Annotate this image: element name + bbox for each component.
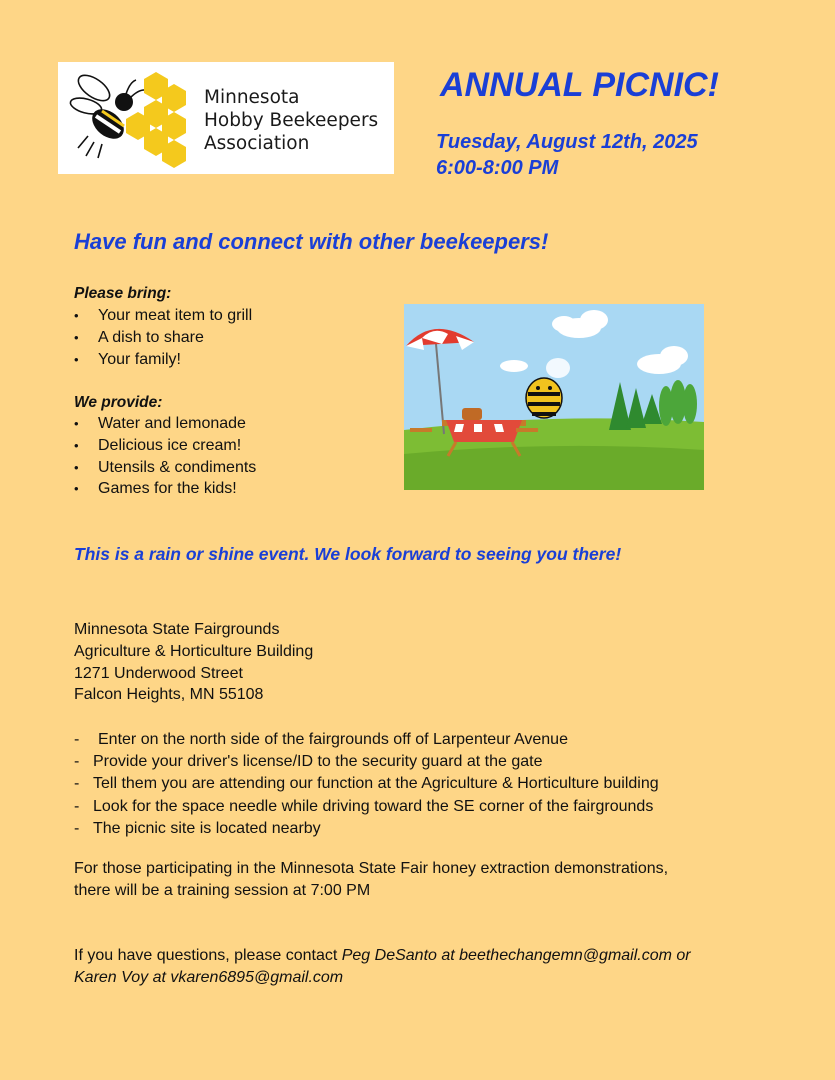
directions-list [74,729,659,840]
list-item: • Your family! [74,349,252,371]
event-address [74,619,313,706]
training-note [74,858,774,902]
bring-heading: Please bring: [74,285,172,302]
event-title: ANNUAL PICNIC! [440,66,719,104]
logo-line-3: Association [204,133,310,154]
event-datetime [436,129,698,181]
list-item: • Your meat item to grill [74,305,252,327]
picnic-illustration [404,304,704,490]
contact-intro: If you have questions, please contact [74,947,342,964]
list-item: • Utensils & condiments [74,457,256,479]
logo [58,62,394,174]
provide-heading: We provide: [74,394,163,411]
direction-item: - Look for the space needle while driving toward the SE corner of the fairgrounds [74,796,659,818]
direction-item: - Provide your driver's license/ID to the security guard at the gate [74,751,659,773]
logo-text [204,86,378,155]
address-line-3: 1271 Underwood Street [74,664,243,682]
training-line-1: For those participating in the Minnesota State Fair honey extraction demonstrations, [74,860,669,877]
tagline: Have fun and connect with other beekeepers! [74,229,549,254]
logo-line-2: Hobby Beekeepers [204,110,379,131]
provide-list [74,413,256,500]
logo-line-1: Minnesota [204,87,300,108]
bring-list [74,305,252,370]
address-line-2: Agriculture & Horticulture Building [74,642,314,660]
rain-or-shine-note: This is a rain or shine event. We look forward to seeing you there! [74,544,622,564]
bee-honeycomb-icon [64,66,194,170]
direction-item: - Tell them you are attending our function at the Agriculture & Horticulture building [74,773,659,795]
address-line-4: Falcon Heights, MN 55108 [74,686,264,704]
direction-item: - The picnic site is located nearby [74,818,659,840]
contact-peg: Peg DeSanto at beethechangemn@gmail.com or [341,947,691,964]
list-item: • Delicious ice cream! [74,435,256,457]
list-item: • A dish to share [74,327,252,349]
training-line-2: there will be a training session at 7:00 PM [74,882,371,900]
list-item: • Games for the kids! [74,478,256,500]
contact-info [74,945,794,989]
event-time: 6:00-8:00 PM [436,157,559,179]
direction-item: - Enter on the north side of the fairgrounds off of Larpenteur Avenue [74,729,659,751]
contact-karen: Karen Voy at vkaren6895@gmail.com [74,969,344,987]
list-item: • Water and lemonade [74,413,256,435]
address-line-1: Minnesota State Fairgrounds [74,621,280,638]
event-date: Tuesday, August 12th, 2025 [436,131,698,153]
